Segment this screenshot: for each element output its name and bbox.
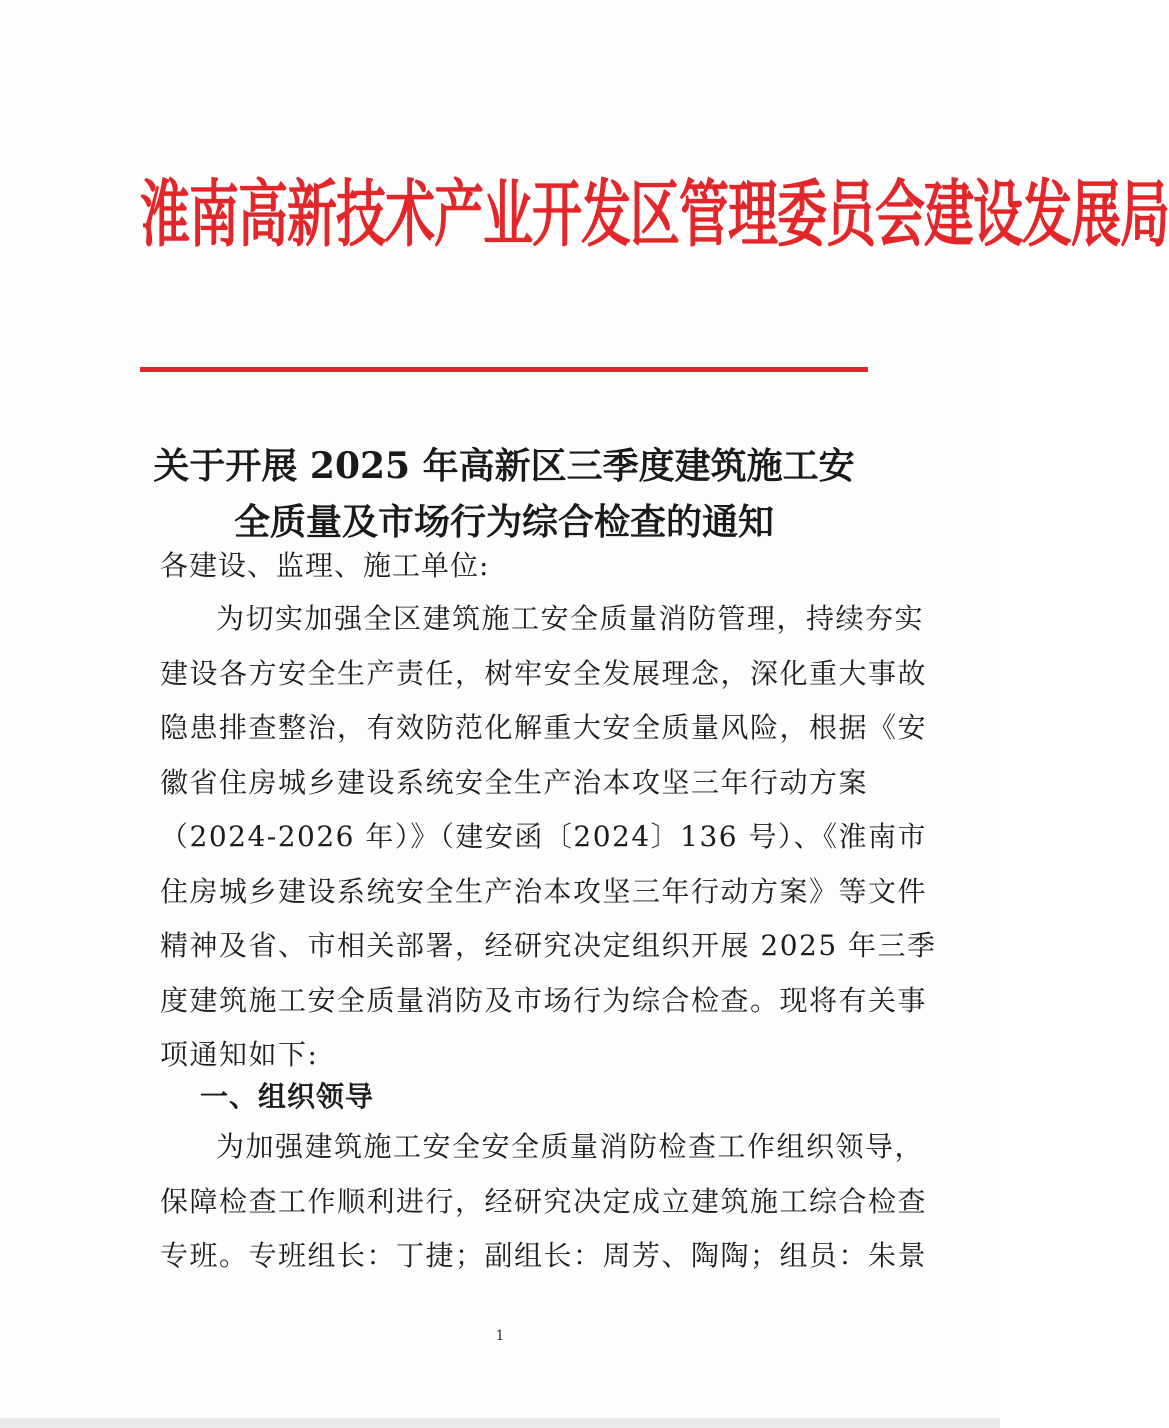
intro-paragraph (160, 592, 937, 1083)
page-number: 1 (495, 1328, 505, 1344)
paragraph-line: 保障检查工作顺利进行，经研究决定成立建筑施工综合检查 (160, 1184, 928, 1218)
paragraph-line: 建设各方安全生产责任，树牢安全发展理念，深化重大事故 (160, 656, 928, 690)
red-divider-line (140, 367, 868, 372)
paragraph-line: 住房城乡建设系统安全生产治本攻坚三年行动方案》等文件 (160, 874, 928, 908)
paragraph-line: 隐患排查整治，有效防范化解重大安全质量风险，根据《安 (160, 711, 928, 744)
paragraph-line: 专班。专班组长：丁捷；副组长：周芳、陶陶；组员：朱景 (160, 1239, 928, 1272)
section-heading-organization: 一、组织领导 (200, 1080, 375, 1113)
document-title (140, 438, 868, 550)
paragraph-line: 徽省住房城乡建设系统安全生产治本攻坚三年行动方案 (160, 765, 869, 799)
organization-paragraph (160, 1120, 928, 1284)
paragraph-line: 项通知如下: (160, 1038, 319, 1071)
salutation: 各建设、监理、施工单位: (160, 549, 490, 582)
paragraph-line: 为切实加强全区建筑施工安全质量消防管理，持续夯实 (216, 602, 925, 635)
paragraph-line: 精神及省、市相关部署，经研究决定组织开展 2025 年三季 (160, 929, 937, 962)
paragraph-line: 为加强建筑施工安全安全质量消防检查工作组织领导， (216, 1130, 925, 1163)
document-title-line: 全质量及市场行为综合检查的通知 (233, 501, 774, 543)
paragraph-line: （2024-2026 年）》（建安函〔2024〕136 号）、《淮南市 (160, 820, 927, 853)
bottom-edge-strip (0, 1418, 1000, 1428)
document-title-line: 关于开展 2025 年高新区三季度建筑施工安 (153, 445, 855, 487)
paragraph-line: 度建筑施工安全质量消防及市场行为综合检查。现将有关事 (160, 983, 928, 1017)
agency-header: 淮南高新技术产业开发区管理委员会建设发展局 (140, 172, 1169, 258)
